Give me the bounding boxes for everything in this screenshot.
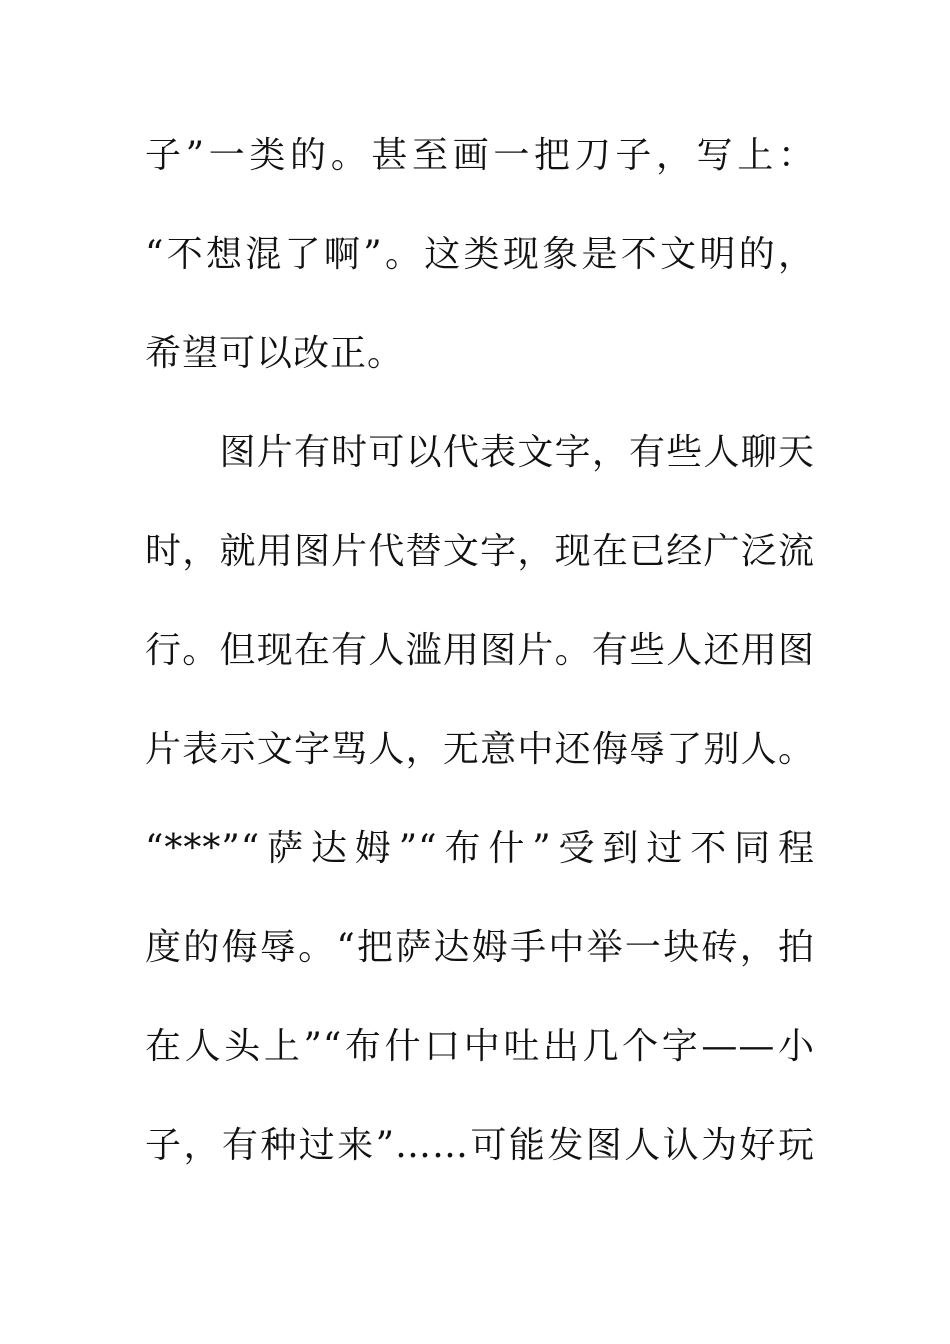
text-line-4: 图片有时可以代表文字，有些人聊天 bbox=[145, 432, 815, 473]
text-line-3: 希望可以改正。 bbox=[145, 333, 405, 374]
text-line-1: 子”一类的。甚至画一把刀子，写上： bbox=[145, 135, 815, 176]
text-line-9: 度的侮辱。“把萨达姆手中举一块砖，拍 bbox=[145, 927, 815, 968]
text-line-8: “***”“萨达姆”“布什”受到过不同程 bbox=[145, 828, 815, 869]
text-line-5: 时，就用图片代替文字，现在已经广泛流 bbox=[145, 531, 815, 572]
text-line-6: 行。但现在有人滥用图片。有些人还用图 bbox=[145, 630, 815, 671]
body-text bbox=[145, 128, 815, 1217]
text-line-2: “不想混了啊”。这类现象是不文明的， bbox=[145, 234, 815, 275]
text-line-11: 子，有种过来”……可能发图人认为好玩 bbox=[145, 1125, 815, 1166]
text-line-7: 片表示文字骂人，无意中还侮辱了别人。 bbox=[145, 729, 815, 770]
text-line-10: 在人头上”“布什口中吐出几个字——小 bbox=[145, 1026, 815, 1067]
